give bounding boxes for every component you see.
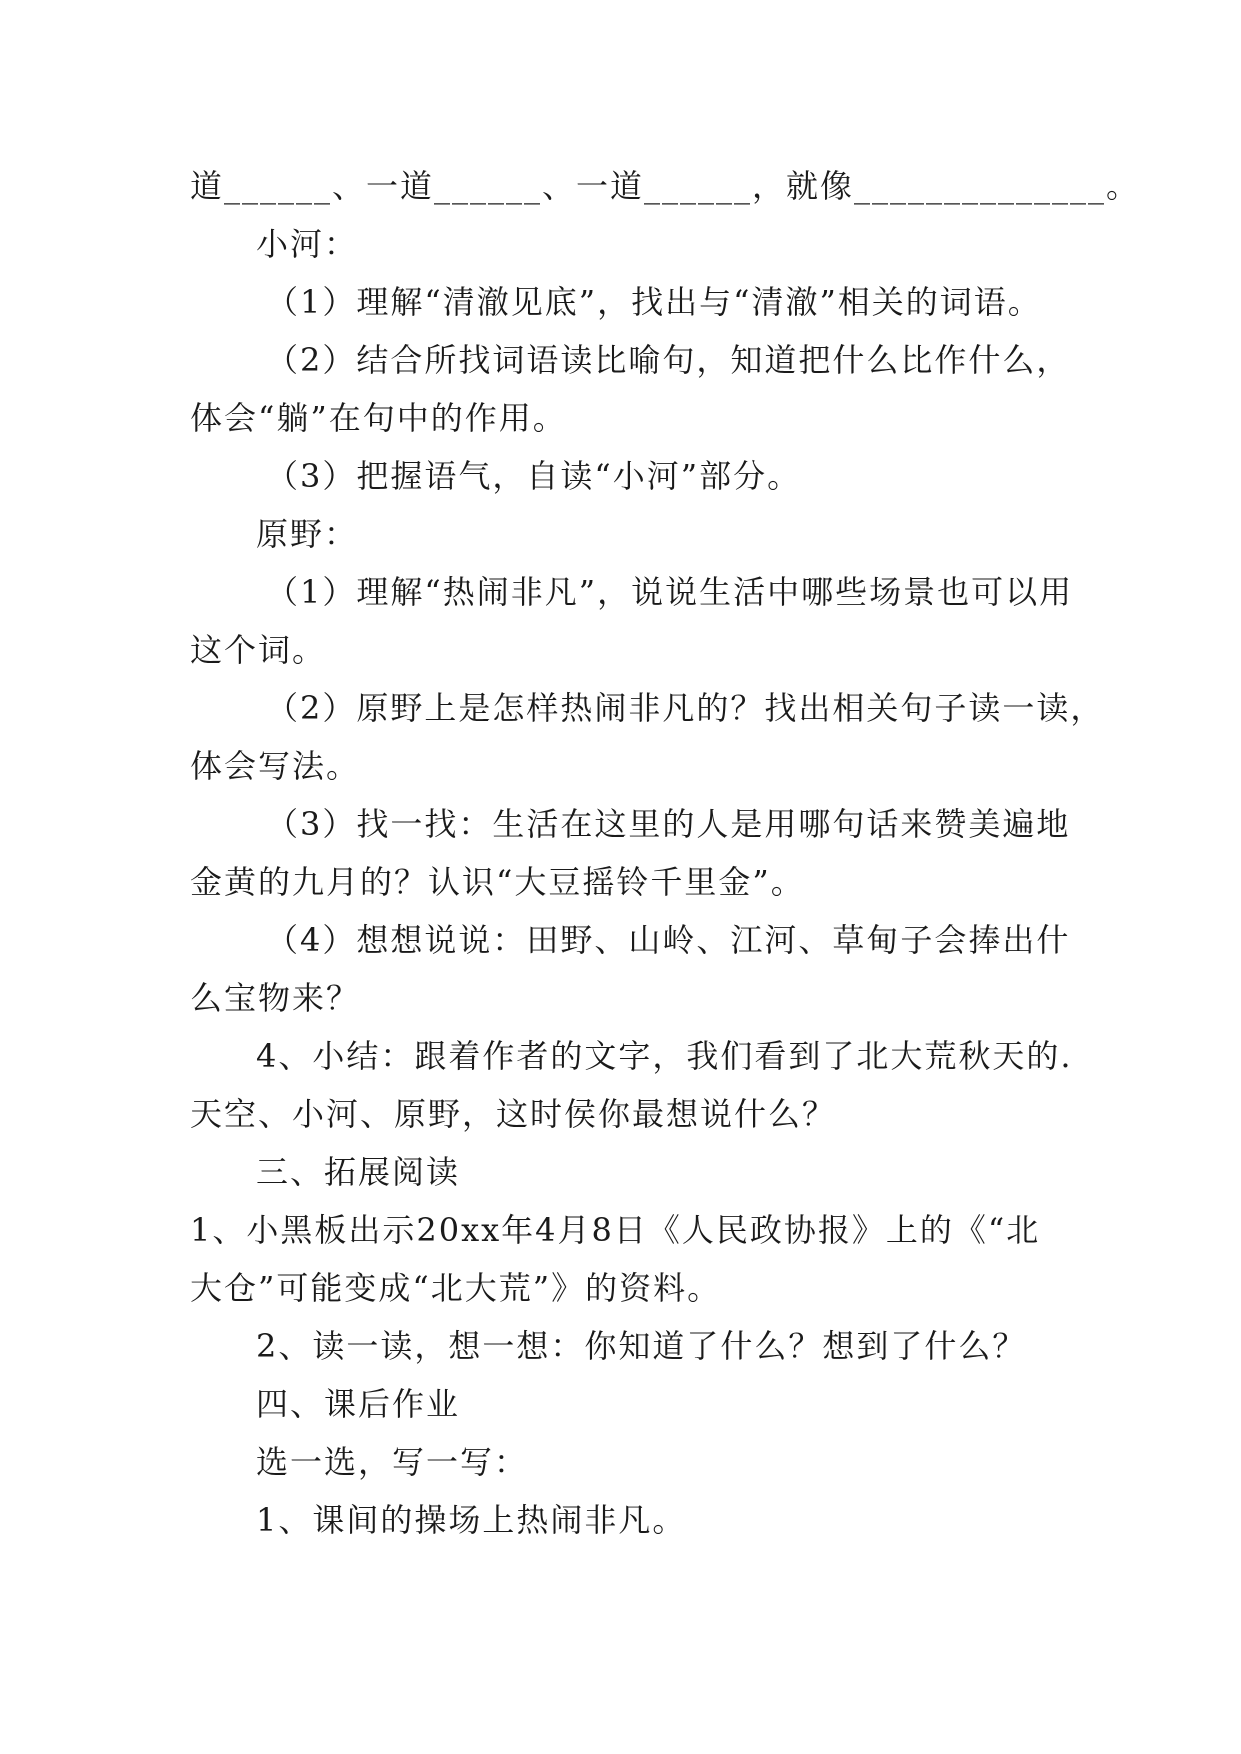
section-label-field: 原野： [256, 515, 359, 553]
text-line: 体会“躺”在句中的作用。 [190, 399, 567, 437]
text-line: 1、课间的操场上热闹非凡。 [256, 1501, 687, 1539]
text-line: 4、小结：跟着作者的文字，我们看到了北大荒秋天的. [256, 1037, 1073, 1075]
text-line: 体会写法。 [190, 747, 361, 785]
section-label-river: 小河： [256, 225, 359, 263]
text-line: 么宝物来？ [190, 979, 361, 1017]
text-line: 选一选，写一写： [256, 1443, 529, 1481]
text-line: 天空、小河、原野，这时侯你最想说什么？ [190, 1095, 837, 1133]
text-line: （3）找一找：生活在这里的人是用哪句话来赞美遍地 [266, 805, 1071, 843]
text-line: 1、小黑板出示20xx年4月8日《人民政协报》上的《“北 [190, 1211, 1041, 1249]
text-line: （4）想想说说：田野、山岭、江河、草甸子会捧出什 [266, 921, 1071, 959]
text-line: （3）把握语气，自读“小河”部分。 [266, 457, 802, 495]
text-line: （1）理解“热闹非凡”，说说生活中哪些场景也可以用 [266, 573, 1074, 611]
text-line: 2、读一读，想一想：你知道了什么？想到了什么？ [256, 1327, 1027, 1365]
text-line: 这个词。 [190, 631, 327, 669]
text-line: （2）结合所找词语读比喻句，知道把什么比作什么， [266, 341, 1071, 379]
text-line: （1）理解“清澈见底”，找出与“清澈”相关的词语。 [266, 283, 1042, 321]
text-line: 金黄的九月的？认识“大豆摇铃千里金”。 [190, 863, 805, 901]
text-line: 大仓”可能变成“北大荒”》的资料。 [190, 1269, 722, 1307]
section-heading: 三、拓展阅读 [256, 1153, 461, 1191]
section-heading: 四、课后作业 [256, 1385, 461, 1423]
text-line: 道______、一道______、一道______，就像______________。 [190, 167, 1141, 205]
text-line: （2）原野上是怎样热闹非凡的？找出相关句子读一读， [266, 689, 1105, 727]
